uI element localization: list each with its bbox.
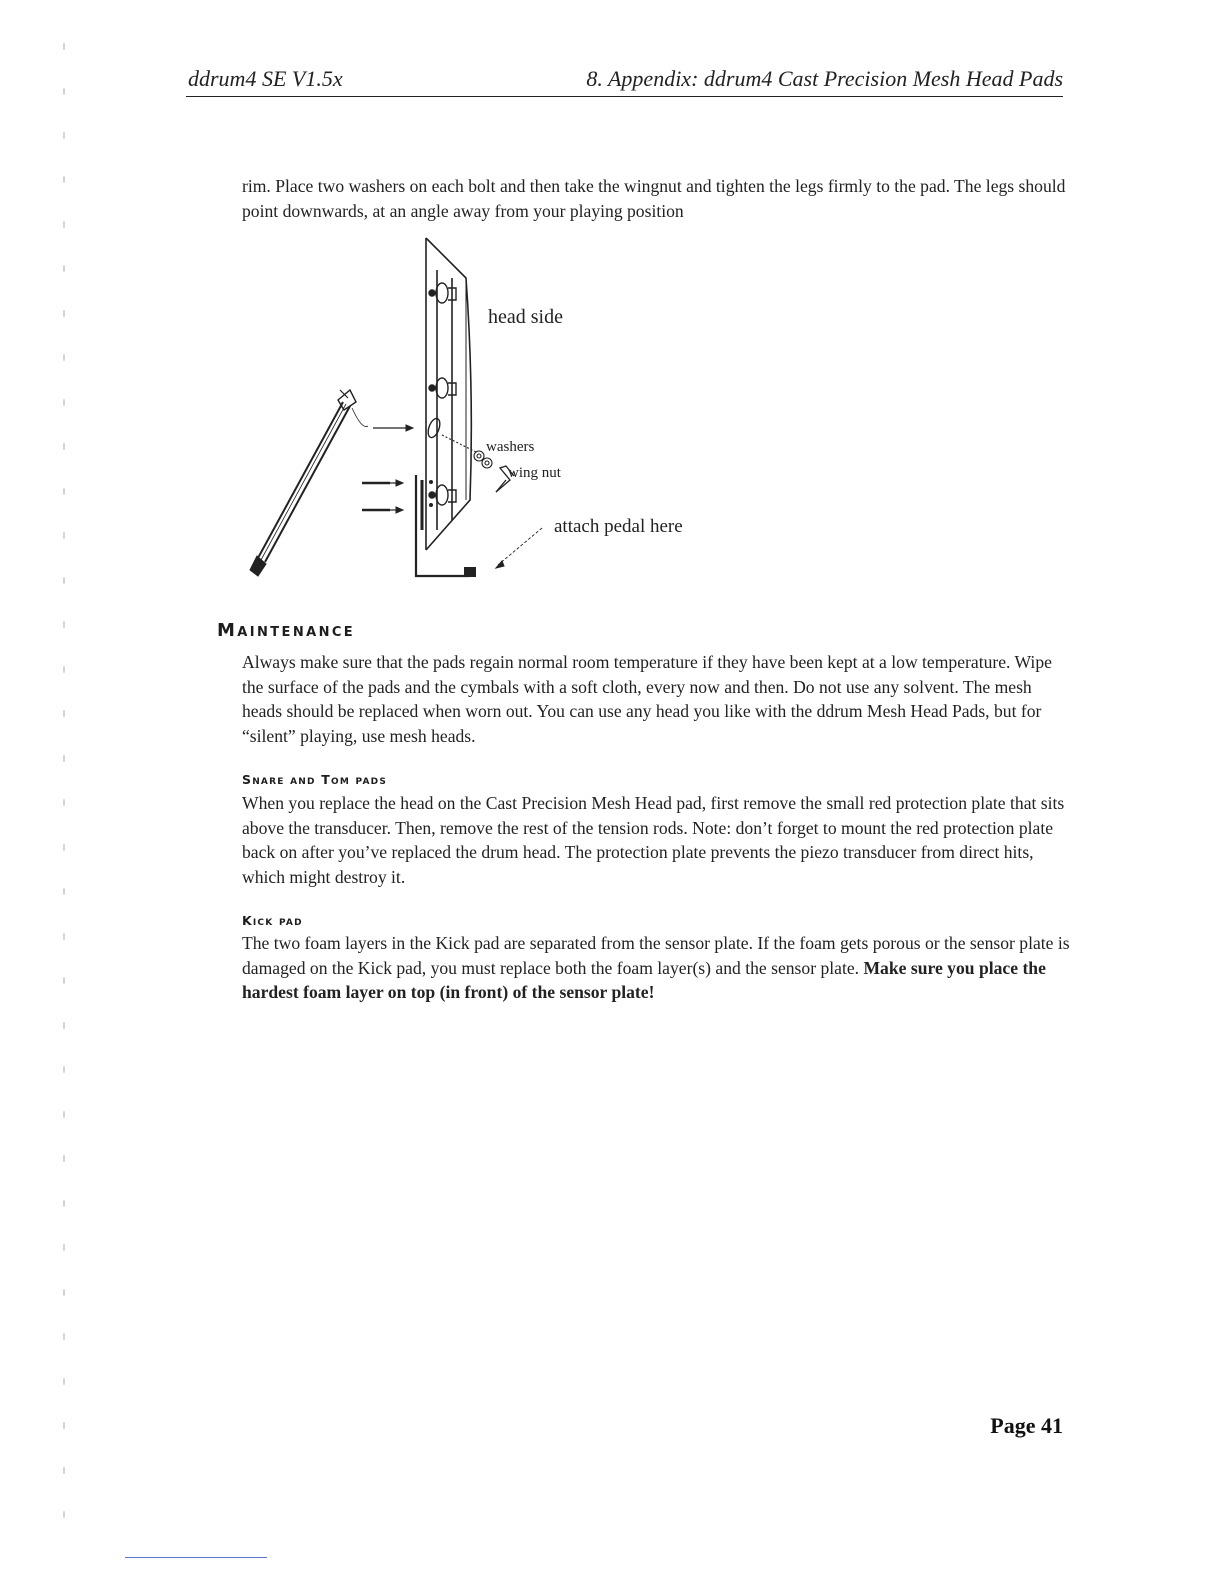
margin-mark xyxy=(63,354,65,361)
margin-mark xyxy=(63,1200,65,1207)
maintenance-paragraph: Always make sure that the pads regain normal room temperature if they have been kept at a low temperature. Wipe the surface of the pads and the cymbals with a soft cloth, every now and then. Do not use any solvent. The mesh heads should be replaced when worn out. You can use any head you like with the ddrum Mesh Head Pads, but for “silent” playing, use mesh heads. xyxy=(242,652,1052,746)
margin-mark xyxy=(63,1511,65,1518)
margin-mark xyxy=(63,399,65,406)
intro-paragraph: rim. Place two washers on each bolt and then take the wingnut and tighten the legs firmly to the pad. The legs should point downwards, at an angle away from your playing position xyxy=(242,176,1066,221)
label-attach-pedal: attach pedal here xyxy=(554,516,683,537)
margin-mark xyxy=(63,1378,65,1385)
margin-mark xyxy=(63,310,65,317)
page-number: Page 41 xyxy=(990,1413,1063,1438)
pad-shell xyxy=(426,238,471,550)
margin-mark xyxy=(63,132,65,139)
pedal-bracket xyxy=(416,475,476,577)
margin-mark xyxy=(63,1467,65,1474)
margin-mark xyxy=(63,1333,65,1340)
margin-mark xyxy=(63,88,65,95)
leg-rod xyxy=(250,390,368,576)
maintenance-heading: Maintenance xyxy=(217,620,356,641)
margin-mark xyxy=(63,176,65,183)
margin-mark xyxy=(63,844,65,851)
margin-mark xyxy=(63,666,65,673)
kick-pad-heading: Kick pad xyxy=(242,913,303,928)
margin-mark xyxy=(63,799,65,806)
label-wing-nut: wing nut xyxy=(508,465,561,481)
label-head-side: head side xyxy=(488,306,563,328)
label-washers: washers xyxy=(486,439,535,455)
margin-mark xyxy=(63,1022,65,1029)
margin-mark xyxy=(63,488,65,495)
header-rule xyxy=(186,96,1063,97)
margin-mark xyxy=(63,577,65,584)
washer-parts xyxy=(442,435,492,468)
margin-mark xyxy=(63,888,65,895)
margin-mark xyxy=(63,1066,65,1073)
margin-mark xyxy=(63,1422,65,1429)
assembly-arrows xyxy=(362,425,413,513)
margin-mark xyxy=(63,43,65,50)
margin-mark xyxy=(63,1244,65,1251)
margin-mark xyxy=(63,443,65,450)
margin-mark xyxy=(63,532,65,539)
kick-pad-text: The two foam layers in the Kick pad are separated from the sensor plate. If the foam gets porous or the sensor plate is damaged on the Kick pad, you must replace both the foam layer(s) and the sensor plate. xyxy=(242,933,1070,978)
margin-mark xyxy=(63,933,65,940)
margin-mark xyxy=(63,1155,65,1162)
margin-mark xyxy=(63,977,65,984)
snare-tom-heading: Snare and Tom pads xyxy=(242,772,388,787)
pedal-pointer xyxy=(496,528,542,568)
running-header-title: ddrum4 SE V1.5x xyxy=(188,66,343,91)
running-header-chapter: 8. Appendix: ddrum4 Cast Precision Mesh Head Pads xyxy=(586,66,1063,91)
kick-pad-warning: Make sure you place the hardest foam layer on top (in front) of the sensor plate! xyxy=(242,957,1046,1002)
margin-mark xyxy=(63,755,65,762)
margin-mark xyxy=(63,710,65,717)
margin-mark xyxy=(63,1111,65,1118)
kick-pad-paragraph xyxy=(242,931,1072,1005)
margin-mark xyxy=(63,1289,65,1296)
margin-mark xyxy=(63,265,65,272)
margin-mark xyxy=(63,221,65,228)
margin-mark xyxy=(63,621,65,628)
snare-tom-paragraph: When you replace the head on the Cast Precision Mesh Head pad, first remove the small red protection plate that sits above the transducer. Then, remove the rest of the tension rods. Note: don’t forget to mount the red protection plate back on after you’ve replaced the drum head. The protection plate prevents the piezo transducer from direct hits, which might destroy it. xyxy=(242,793,1065,887)
bottom-rule xyxy=(125,1557,267,1558)
